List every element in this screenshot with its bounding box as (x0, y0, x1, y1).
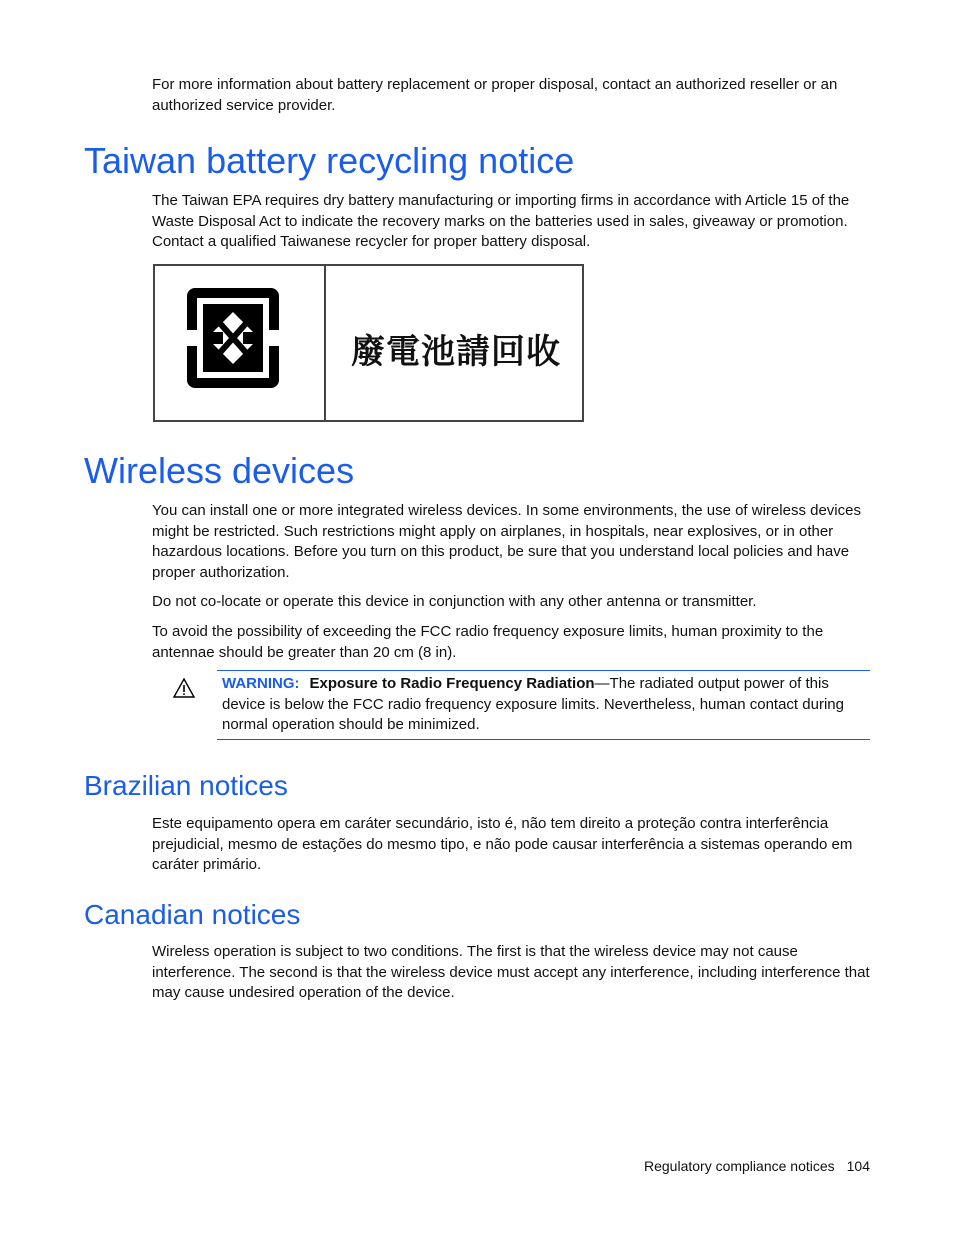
brazilian-heading: Brazilian notices (84, 770, 288, 801)
page-footer (560, 1158, 870, 1174)
taiwan-heading: Taiwan battery recycling notice (84, 140, 575, 181)
warning-body: —The radiated output power of this device is below the FCC radio frequency exposure limits. Nevertheless, human contact during normal operation should be minimized. (222, 675, 844, 734)
recycle-icon (187, 288, 279, 388)
page-number: 104 (846, 1158, 870, 1174)
brazilian-paragraph: Este equipamento opera em caráter secundário, isto é, não tem direito a proteção contra interferência prejudicial, mesmo de estações do mesmo tipo, e não pode causar interferência a sistemas operando em caráter primário. (152, 815, 853, 874)
warning-label: WARNING: (222, 675, 300, 692)
taiwan-recycling-mark (153, 264, 584, 422)
recycling-mark-text: 廢電池請回收 (351, 332, 561, 372)
footer-section: Regulatory compliance notices (643, 1158, 835, 1174)
wireless-paragraph-2: Do not co-locate or operate this device in conjunction with any other antenna or transmitter. (152, 593, 757, 610)
recycle-divider (324, 266, 326, 420)
canadian-heading: Canadian notices (84, 899, 301, 930)
wireless-paragraph-1: You can install one or more integrated wireless devices. In some environments, the use of wireless devices might be restricted. Such restrictions might apply on airplanes, in hospitals, near explosives, or in other hazardous locations. Before you turn on this product, be sure that you understand local policies and have proper authorization. (152, 502, 861, 581)
warning-text (222, 674, 870, 736)
warning-title: Exposure to Radio Frequency Radiation (309, 675, 595, 692)
canadian-paragraph: Wireless operation is subject to two conditions. The first is that the wireless device may not cause interference. The second is that the wireless device must accept any interference, including interference that may cause undesired operation of the device. (152, 943, 870, 1002)
taiwan-paragraph: The Taiwan EPA requires dry battery manufacturing or importing firms in accordance with Article 15 of the Waste Disposal Act to indicate the recovery marks on the batteries used in sales, giveaway or promotion. Contact a qualified Taiwanese recycler for proper battery disposal. (152, 192, 850, 251)
warning-triangle-icon (173, 678, 195, 698)
wireless-heading: Wireless devices (84, 450, 355, 491)
intro-paragraph: For more information about battery replacement or proper disposal, contact an authorized reseller or an authorized service provider. (152, 76, 838, 114)
wireless-paragraph-3: To avoid the possibility of exceeding the FCC radio frequency exposure limits, human proximity to the antennae should be greater than 20 cm (8 in). (152, 623, 824, 661)
